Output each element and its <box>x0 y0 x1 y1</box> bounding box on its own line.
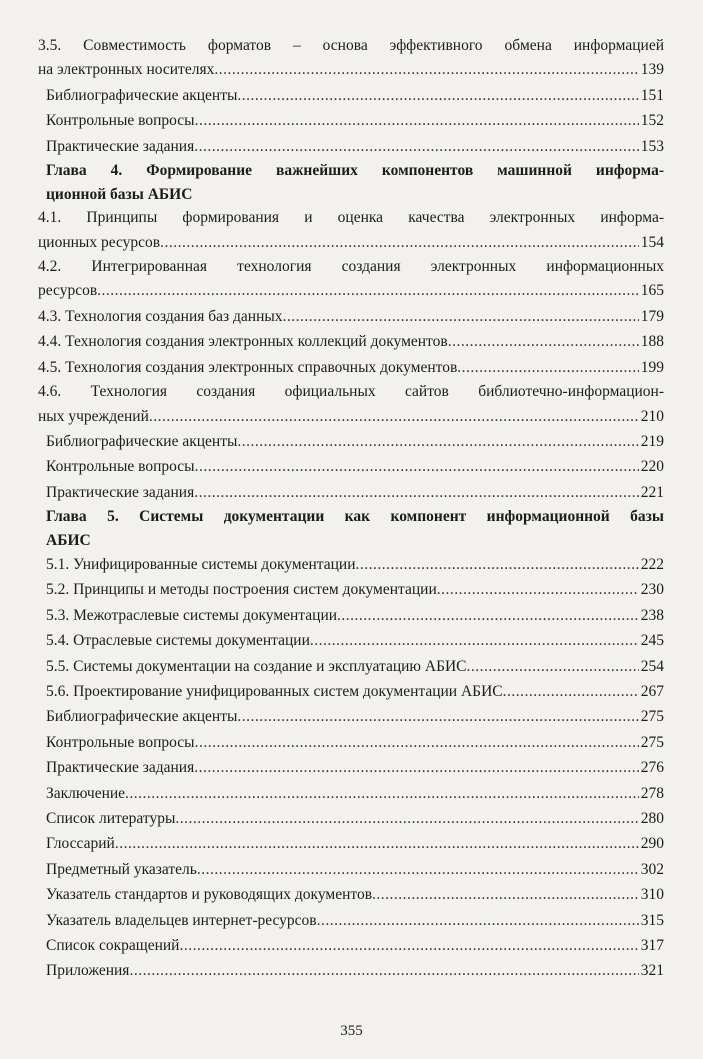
leader-dots <box>457 355 638 380</box>
toc-entry-title: ресурсов <box>38 282 98 300</box>
toc-page-number: 210 <box>640 407 664 425</box>
toc-page-number: 165 <box>640 282 664 300</box>
toc-page-number: 315 <box>640 911 664 929</box>
toc-entry-title: 5.5. Системы документации на создание и эксплуатацию АБИС <box>46 657 467 675</box>
toc-entry-4-4 <box>38 329 664 354</box>
toc-entry-title: Практические задания <box>46 759 195 777</box>
leader-dots <box>467 654 639 679</box>
toc-entry-title: Практические задания <box>46 483 195 501</box>
leader-dots <box>197 857 639 882</box>
toc-page-number: 302 <box>640 860 664 878</box>
toc-entry-ch4-biblio <box>38 429 664 454</box>
toc-page-number: 238 <box>640 606 664 624</box>
toc-entry-5-1 <box>38 552 664 577</box>
toc-page-number: 151 <box>640 86 664 104</box>
toc-page-number: 278 <box>640 784 664 802</box>
toc-page-number: 276 <box>640 759 664 777</box>
leader-dots <box>237 429 638 454</box>
chapter-title: Глава 5. Системы документации как компонент информационной базы <box>46 508 664 526</box>
toc-entry-title: Практические задания <box>46 137 195 155</box>
leader-dots <box>448 329 639 354</box>
toc-entry-title: 5.6. Проектирование унифицированных систем документации АБИС <box>46 683 503 701</box>
toc-entry-abbreviations <box>38 933 664 958</box>
toc-page-number: 152 <box>640 112 664 130</box>
toc-page-number: 290 <box>640 835 664 853</box>
toc-entry-title: 5.3. Межотраслевые системы документации <box>46 606 338 624</box>
chapter-title: Глава 4. Формирование важнейших компонентов машинной информа- <box>46 162 664 180</box>
toc-page-number: 154 <box>640 233 664 251</box>
chapter-title: ционной базы АБИС <box>46 185 193 203</box>
toc-entry-5-3 <box>38 603 664 628</box>
toc-page-number: 321 <box>640 962 664 980</box>
toc-entry-title: Библиографические акценты <box>46 432 238 450</box>
toc-entry-title: Указатель владельцев интернет-ресурсов <box>46 911 317 929</box>
leader-dots <box>194 480 639 505</box>
toc-entry-title: Заключение <box>46 784 126 802</box>
leader-dots <box>129 958 638 983</box>
toc-entry-title: 5.4. Отраслевые системы документации <box>46 632 310 650</box>
toc-entry-title: на электронных носителях <box>38 61 215 79</box>
toc-entry-ch3-questions <box>38 108 664 133</box>
toc-entry-title: ционных ресурсов <box>38 233 161 251</box>
toc-entry-standards-index <box>38 882 664 907</box>
toc-entry-5-6 <box>38 679 664 704</box>
leader-dots <box>195 108 639 133</box>
toc-page-number: 275 <box>640 708 664 726</box>
toc-entry-title: Предметный указатель <box>46 860 197 878</box>
leader-dots <box>372 882 639 907</box>
leader-dots <box>283 304 639 329</box>
chapter-title: АБИС <box>46 531 91 549</box>
toc-entry-owners-index <box>38 908 664 933</box>
leader-dots <box>194 755 639 780</box>
toc-entry-5-5 <box>38 654 664 679</box>
leader-dots <box>149 404 639 429</box>
toc-entry-subject-index <box>38 857 664 882</box>
chapter-heading-4 <box>38 159 664 206</box>
toc-page-number: 275 <box>640 733 664 751</box>
toc-entry-ch3-biblio <box>38 83 664 108</box>
toc-page-number: 267 <box>640 683 664 701</box>
toc-page-number: 245 <box>640 632 664 650</box>
toc-entry-literature <box>38 806 664 831</box>
toc-entry-title: ных учреждений <box>38 407 149 425</box>
toc-entry-4-2 <box>38 255 664 304</box>
leader-dots <box>195 454 639 479</box>
toc-entry-title: 4.2. Интегрированная технология создания электронных информационных <box>38 257 664 275</box>
toc-entry-title: Библиографические акценты <box>46 86 238 104</box>
leader-dots <box>175 806 638 831</box>
chapter-heading-5 <box>38 505 664 552</box>
leader-dots <box>214 57 638 82</box>
toc-entry-conclusion <box>38 781 664 806</box>
toc-page-number: 139 <box>640 61 664 79</box>
toc-entry-title: 4.1. Принципы формирования и оценка качества электронных информа- <box>38 209 664 227</box>
leader-dots <box>125 781 639 806</box>
toc-entry-title: 4.3. Технология создания баз данных <box>38 307 283 325</box>
toc-entry-ch5-tasks <box>38 755 664 780</box>
toc-page-number: 280 <box>640 809 664 827</box>
toc-page-number: 199 <box>640 358 664 376</box>
toc-entry-ch5-biblio <box>38 704 664 729</box>
toc-entry-5-4 <box>38 628 664 653</box>
toc-entry-title: Контрольные вопросы <box>46 112 195 130</box>
toc-entry-4-3 <box>38 304 664 329</box>
leader-dots <box>356 552 639 577</box>
toc-entry-title: 4.5. Технология создания электронных справочных документов <box>38 358 458 376</box>
toc-page-number: 220 <box>640 458 664 476</box>
toc-entry-title: Контрольные вопросы <box>46 733 195 751</box>
toc-entry-4-1 <box>38 206 664 255</box>
toc-page-number: 221 <box>640 483 664 501</box>
toc-entry-title: 5.1. Унифицированные системы документации <box>46 556 356 574</box>
leader-dots <box>237 704 638 729</box>
toc-entry-title: 4.4. Технология создания электронных коллекций документов <box>38 333 448 351</box>
leader-dots <box>237 83 638 108</box>
leader-dots <box>337 603 639 628</box>
toc-entry-4-5 <box>38 355 664 380</box>
leader-dots <box>310 628 639 653</box>
leader-dots <box>194 134 639 159</box>
toc-page-number: 317 <box>640 936 664 954</box>
leader-dots <box>97 278 639 303</box>
leader-dots <box>437 577 639 602</box>
leader-dots <box>195 730 639 755</box>
toc-entry-title: 3.5. Совместимость форматов – основа эффективного обмена информацией <box>38 37 664 54</box>
toc-page-number: 179 <box>640 307 664 325</box>
toc-entry-title: Указатель стандартов и руководящих документов <box>46 886 373 904</box>
toc-entry-5-2 <box>38 577 664 602</box>
toc-page-number: 219 <box>640 432 664 450</box>
toc-entry-3-5 <box>38 34 664 83</box>
leader-dots <box>179 933 638 958</box>
leader-dots <box>160 230 639 255</box>
toc-entry-appendices <box>38 958 664 983</box>
toc-page-number: 230 <box>640 581 664 599</box>
leader-dots <box>503 679 639 704</box>
toc-entry-title: 4.6. Технология создания официальных сайтов библиотечно-информацион- <box>38 383 664 401</box>
toc-entry-ch4-questions <box>38 454 664 479</box>
toc-entry-ch5-questions <box>38 730 664 755</box>
toc-entry-title: Библиографические акценты <box>46 708 238 726</box>
leader-dots <box>115 831 639 856</box>
toc-page-number: 310 <box>640 886 664 904</box>
toc-page-number: 188 <box>640 333 664 351</box>
toc-entry-title: Глоссарий <box>46 835 115 853</box>
toc-entry-glossary <box>38 831 664 856</box>
toc-entry-title: Список сокращений <box>46 936 180 954</box>
toc-page-number: 254 <box>640 657 664 675</box>
toc-entry-title: Список литературы <box>46 809 176 827</box>
page-number-footer: 355 <box>340 1023 363 1039</box>
toc-page-number: 222 <box>640 556 664 574</box>
toc-entry-4-6 <box>38 380 664 429</box>
toc-page-number: 153 <box>640 137 664 155</box>
toc-entry-title: Приложения <box>46 962 130 980</box>
toc-entry-title: Контрольные вопросы <box>46 458 195 476</box>
table-of-contents <box>38 34 664 984</box>
toc-entry-title: 5.2. Принципы и методы построения систем документации <box>46 581 437 599</box>
toc-entry-ch3-tasks <box>38 134 664 159</box>
leader-dots <box>317 908 639 933</box>
toc-entry-ch4-tasks <box>38 480 664 505</box>
